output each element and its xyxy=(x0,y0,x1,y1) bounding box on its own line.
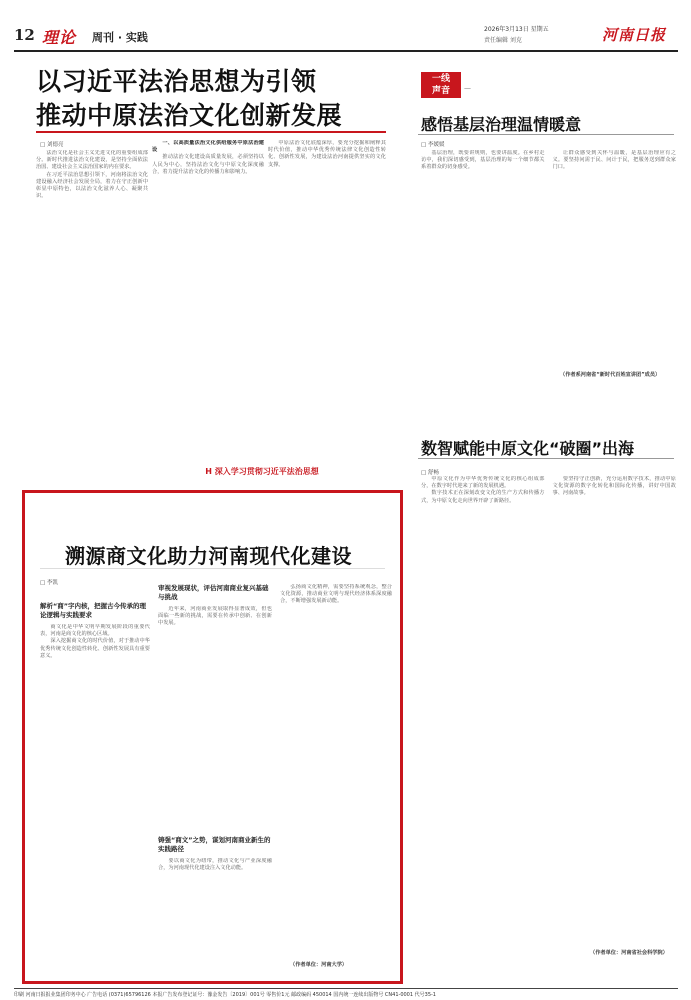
voice-badge xyxy=(421,72,461,98)
column-band-label: H 深入学习贯彻习近平法治思想 xyxy=(205,467,319,476)
paragraph: 中原法治文化底蕴深厚，要充分挖掘和阐释其时代价值，推动中华优秀传统法律文化创造性转化、创新性发展，为建设法治河南提供坚实的文化支撑。 xyxy=(268,140,386,168)
main-title-line-1: 以习近平法治思想为引领 xyxy=(36,67,317,96)
paragraph: 在习近平法治思想引领下，河南将法治文化建设融入经济社会发展全局，着力在守正创新中彰显中原特色，以法治文化滋养人心、凝聚共识。 xyxy=(36,171,148,200)
digital-title: 数智赋能中原文化“破圈”出海 xyxy=(421,439,635,458)
page-number: 12 xyxy=(14,26,35,44)
digital-byline: □ 舒畅 xyxy=(421,470,439,476)
commentary-source: （作者系河南省“新时代百姓宣讲团”成员） xyxy=(560,372,661,378)
commentary-title: 感悟基层治理温情暖意 xyxy=(421,115,582,134)
boxed-article-title: 溯源商文化助力河南现代化建设 xyxy=(65,544,352,568)
boxed-subhead-2: 审视发展现状，评估河南商业复兴基础与挑战 xyxy=(158,584,269,601)
top-byline: □ 刘德亮 xyxy=(40,142,64,148)
footer-info: 印刷 河南日报报业集团印务中心 广告电话 (0371)65796126 本报广告发布登记证号：豫金发告〔2019〕001号 零售价1元 邮政编码 450014 国内统一连续出版物号 CN41-0001 代号35-1 xyxy=(14,992,436,998)
boxed-col-2 xyxy=(158,606,272,826)
title-rule xyxy=(36,131,386,133)
commentary-rule xyxy=(418,134,674,135)
section-subhead: 一、以高质量法治文化供给服务中原法治建设 xyxy=(152,140,264,154)
boxed-subhead-3: 铸强“商文”之势，谋划河南商业新生的实践路径 xyxy=(158,836,271,853)
digital-body xyxy=(421,476,676,946)
boxed-source: （作者单位：河南大学） xyxy=(290,962,348,968)
commentary-body xyxy=(421,150,676,370)
editor-line: 责任编辑 刘克 xyxy=(484,37,522,44)
boxed-byline: □ 李凯 xyxy=(40,580,58,586)
digital-rule xyxy=(418,458,674,459)
paragraph: 中原文化作为中华优秀传统文化的核心组成部分，在数字时代迎来了新的发展机遇。 xyxy=(421,476,545,490)
paragraph: 弘扬商文化精神，需要坚持系统观念，整合文化资源，推动商业文明与现代经济体系深度融合，不断增强发展新动能。 xyxy=(280,584,392,605)
paragraph: 要以商文化为纽带，推动文化与产业深度融合，为河南现代化建设注入文化动能。 xyxy=(158,858,272,872)
boxed-col-2b xyxy=(158,858,272,974)
brand-name: 理论 xyxy=(42,28,77,47)
top-article-col-3 xyxy=(268,140,386,460)
paragraph: 基层治理，既要讲规则，也要讲温度。在乡村走访中，我们深切感受到，基层治理的每一个细节都关系着群众的切身感受。 xyxy=(421,150,545,171)
column-band xyxy=(142,466,382,482)
digital-source: （作者单位：河南省社会科学院） xyxy=(590,950,668,956)
boxed-col-1 xyxy=(40,624,150,974)
boxed-subhead-1: 解析“商”字内核，把握古今传承的理论逻辑与实践要求 xyxy=(40,602,147,619)
date-line: 2026年3月13日 星期五 xyxy=(484,26,549,33)
section-label: 周刊 · 实践 xyxy=(92,31,148,44)
header-rule xyxy=(14,50,678,52)
paragraph: 近年来，河南商业发展取得显著成效，但也面临一些新的挑战，需要在传承中创新、在创新中发展。 xyxy=(158,606,272,627)
paragraph: 深入挖掘商文化的时代价值，对于推动中华优秀传统文化创造性转化、创新性发展具有重要意义。 xyxy=(40,638,150,659)
paragraph: 数字技术正在深刻改变文化的生产方式和传播方式，为中原文化走向世界开辟了新路径。 xyxy=(421,490,545,504)
boxed-title-rule xyxy=(40,568,385,569)
badge-line-1: 一线 xyxy=(431,74,450,84)
commentary-byline: □ 李媛媛 xyxy=(421,142,445,148)
footer-rule xyxy=(14,988,678,989)
newspaper-logo: 河南日报 xyxy=(602,26,667,44)
paragraph: 法治文化是社会主义先进文化的重要组成部分。新时代推进法治文化建设，是坚持全面依法治国、建设社会主义法治国家的内在要求。 xyxy=(36,150,148,171)
paragraph: 要坚持守正创新，充分运用数字技术，推动中原文化资源的数字化转化和国际化传播，讲好中国故事、河南故事。 xyxy=(552,476,676,497)
paragraph: 让群众感受到关怀与温暖，是基层治理应有之义。要坚持问需于民、问计于民，把服务送到群众家门口。 xyxy=(552,150,676,171)
boxed-col-3 xyxy=(280,584,392,954)
paragraph: 推动法治文化建设高质量发展，必须坚持以人民为中心，坚持法治文化与中原文化深度融合，着力提升法治文化的传播力和影响力。 xyxy=(152,154,264,175)
top-article-col-1 xyxy=(36,150,148,460)
main-title-line-2: 推动中原法治文化创新发展 xyxy=(36,101,343,130)
top-article-col-2 xyxy=(152,140,264,460)
badge-dash: — xyxy=(464,84,471,92)
paragraph: 商文化是中华文明早期发展阶段的重要代表，河南是商文化的核心区域。 xyxy=(40,624,150,638)
badge-line-2: 声音 xyxy=(431,86,450,96)
masthead xyxy=(14,26,678,48)
